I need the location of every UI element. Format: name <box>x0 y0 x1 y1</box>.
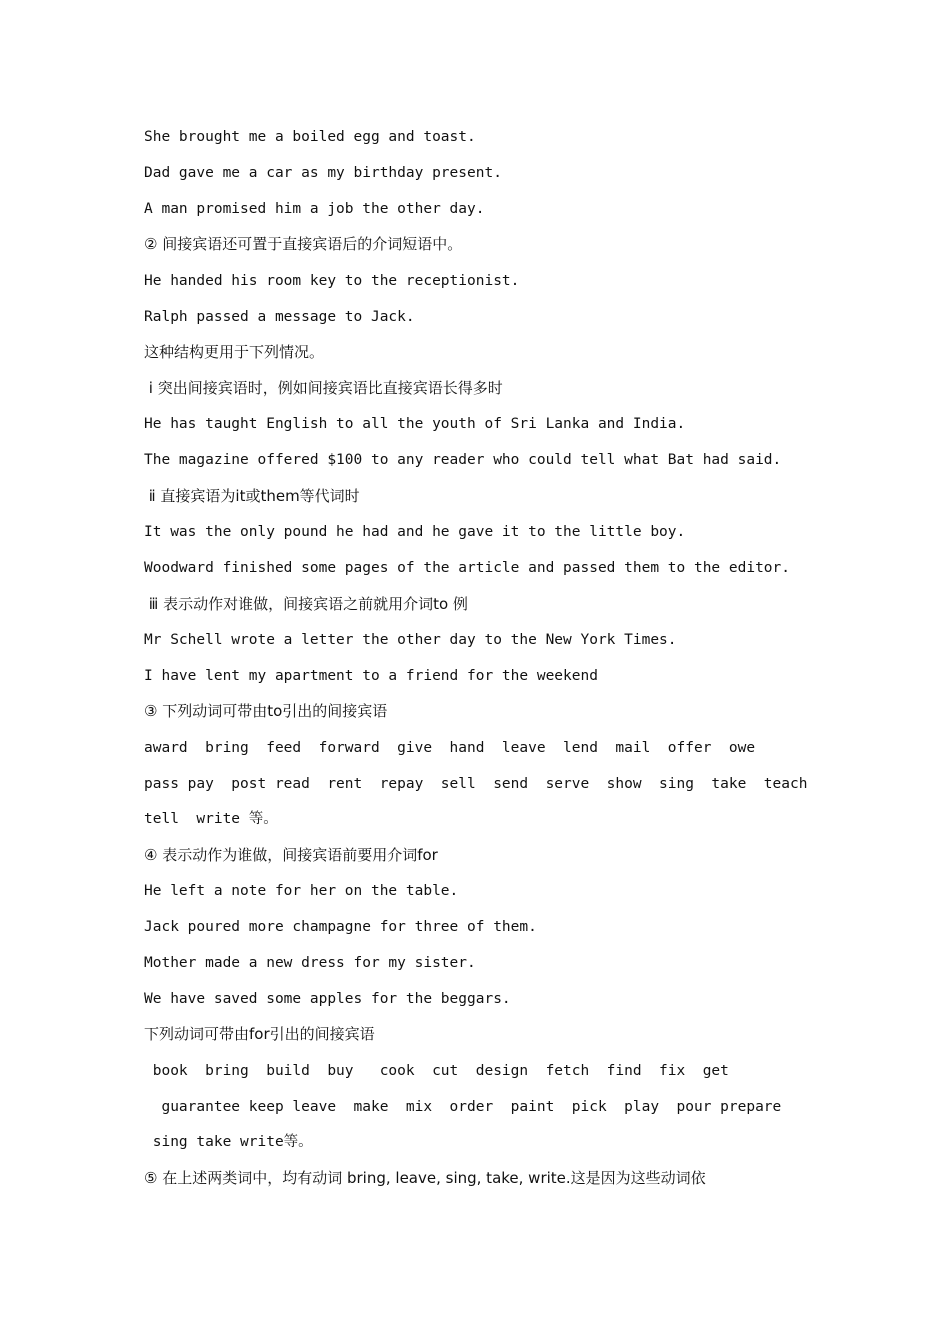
verb-list: tell write 等。 <box>144 811 278 827</box>
verb-list: guarantee keep leave make mix order paint pick play pour prepare <box>144 1099 782 1115</box>
section-heading: ② 间接宾语还可置于直接宾语后的介词短语中。 <box>144 235 463 253</box>
text-line: I have lent my apartment to a friend for the weekend <box>144 668 598 684</box>
text-line: The magazine offered $100 to any reader who could tell what Bat had said. <box>144 452 782 468</box>
verb-list: award bring feed forward give hand leave lend mail offer owe <box>144 740 756 756</box>
text-line: 这种结构更用于下列情况。 <box>144 343 325 361</box>
section-heading: 下列动词可带由for引出的间接宾语 <box>144 1025 375 1043</box>
text-line: Woodward finished some pages of the article and passed them to the editor. <box>144 560 791 576</box>
sub-heading: ⅱ 直接宾语为it或them等代词时 <box>144 487 360 505</box>
text-line: Jack poured more champagne for three of them. <box>144 919 537 935</box>
text-line: Dad gave me a car as my birthday present. <box>144 165 502 181</box>
sub-heading: ⅰ 突出间接宾语时，例如间接宾语比直接宾语长得多时 <box>144 379 503 397</box>
text-line: It was the only pound he had and he gave it to the little boy. <box>144 524 686 540</box>
text-line: A man promised him a job the other day. <box>144 201 485 217</box>
verb-list: sing take write等。 <box>144 1134 313 1150</box>
text-line: Mother made a new dress for my sister. <box>144 955 476 971</box>
verb-list: pass pay post read rent repay sell send serve show sing take teach <box>144 776 808 792</box>
text-line: He handed his room key to the receptionist. <box>144 273 520 289</box>
text-line: Mr Schell wrote a letter the other day to the New York Times. <box>144 632 677 648</box>
section-heading: ④ 表示动作为谁做，间接宾语前要用介词for <box>144 846 438 864</box>
text-line: He has taught English to all the youth of Sri Lanka and India. <box>144 416 686 432</box>
verb-list: book bring build buy cook cut design fetch find fix get <box>144 1063 729 1079</box>
text-line: Ralph passed a message to Jack. <box>144 309 415 325</box>
text-line: She brought me a boiled egg and toast. <box>144 129 476 145</box>
section-heading: ③ 下列动词可带由to引出的间接宾语 <box>144 702 388 720</box>
text-line: We have saved some apples for the beggars. <box>144 991 511 1007</box>
section-heading: ⑤ 在上述两类词中，均有动词 bring, leave, sing, take, write.这是因为这些动词依 <box>144 1169 706 1187</box>
sub-heading: ⅲ 表示动作对谁做，间接宾语之前就用介词to 例 <box>144 595 468 613</box>
text-line: He left a note for her on the table. <box>144 883 459 899</box>
